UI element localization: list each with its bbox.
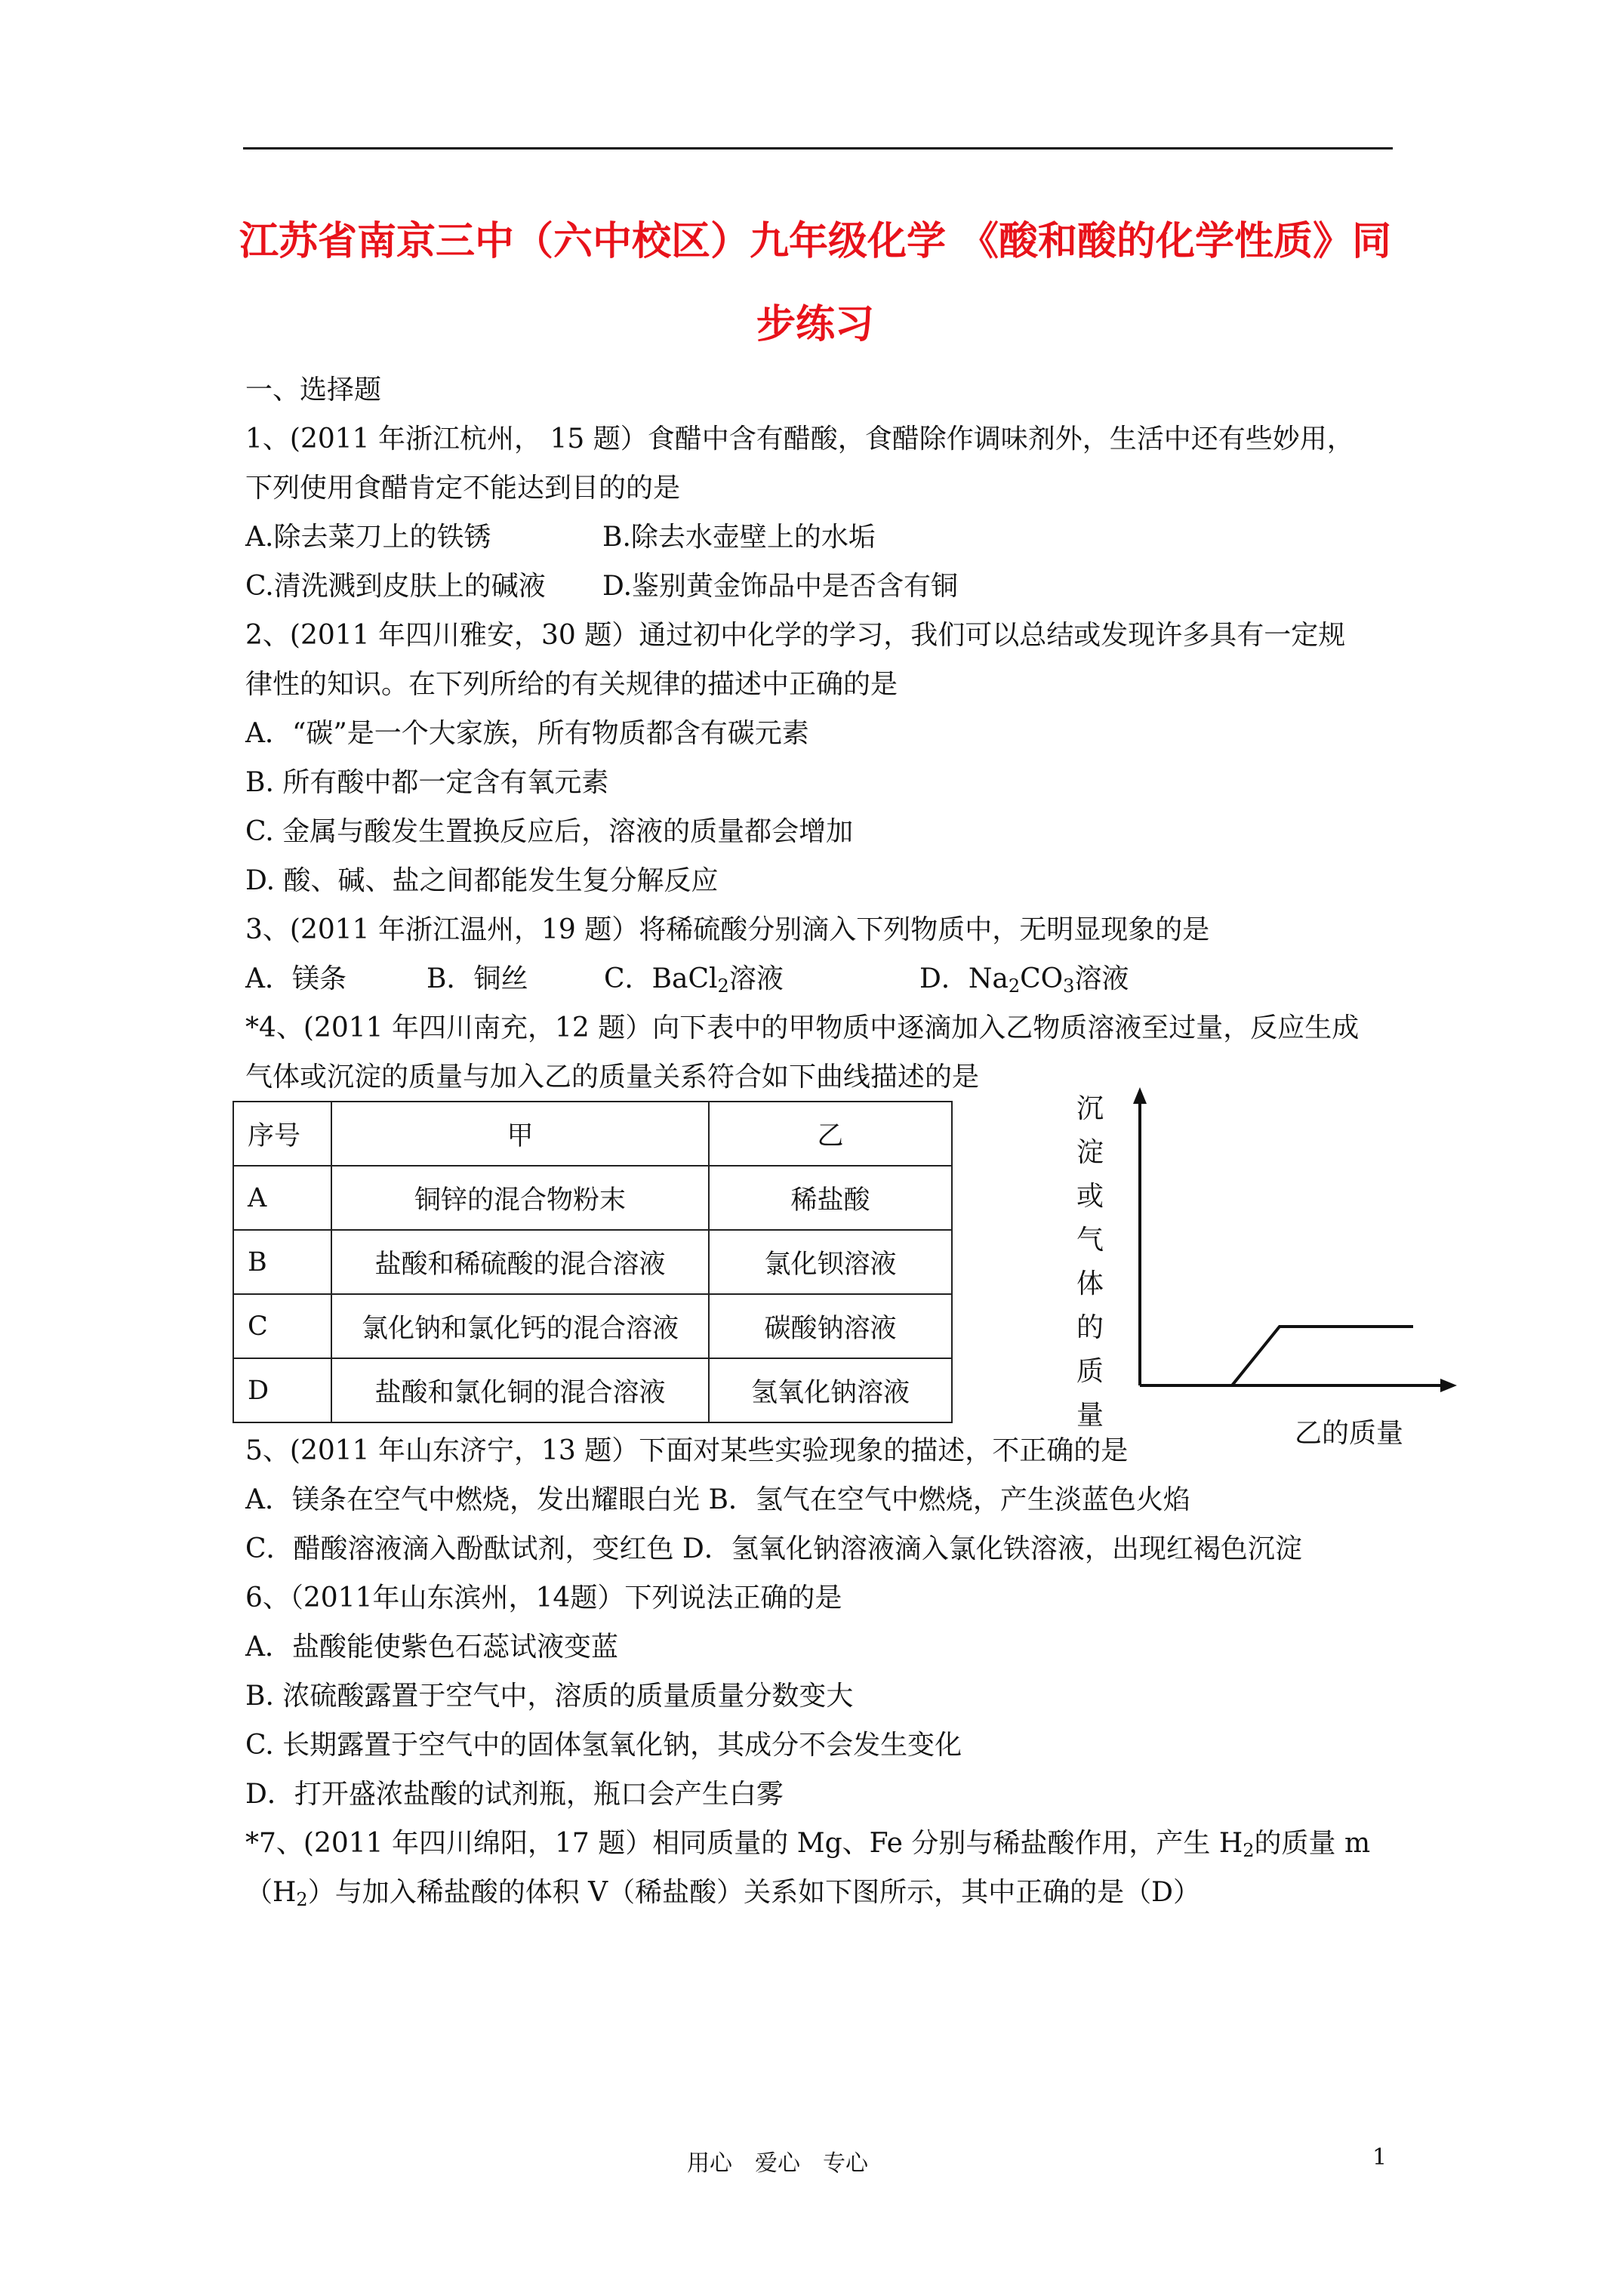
q4-graph <box>1057 1087 1480 1480</box>
table-cell: C <box>233 1294 331 1358</box>
table-cell: 氯化钡溶液 <box>709 1230 952 1294</box>
q1-stem-line2: 下列使用食醋肯定不能达到目的的是 <box>245 473 681 504</box>
q1-option-d: D.鉴别黄金饰品中是否含有铜 <box>602 571 959 602</box>
y-label-char: 的 <box>1076 1312 1104 1343</box>
q6-option-c: C. 长期露置于空气中的固体氢氧化钠，其成分不会发生变化 <box>245 1730 962 1761</box>
y-label-char: 体 <box>1076 1268 1104 1299</box>
q3-stem: 3、(2011 年浙江温州，19 题）将稀硫酸分别滴入下列物质中，无明显现象的是 <box>245 914 1210 945</box>
q3-option-c: C．BaCl$_2$溶液 <box>604 963 784 997</box>
y-label-char: 沉 <box>1076 1093 1104 1124</box>
table-cell: D <box>233 1358 331 1422</box>
table-header-cell: 乙 <box>709 1102 952 1166</box>
table-row <box>233 1294 952 1358</box>
y-label-char: 质 <box>1076 1356 1104 1387</box>
q6-option-b: B. 浓硫酸露置于空气中，溶质的质量质量分数变大 <box>245 1681 854 1712</box>
table-cell: 盐酸和稀硫酸的混合溶液 <box>331 1230 709 1294</box>
y-label-char: 气 <box>1076 1225 1104 1256</box>
q4-stem-line2: 气体或沉淀的质量与加入乙的质量关系符合如下曲线描述的是 <box>245 1062 980 1093</box>
y-label-char: 淀 <box>1076 1137 1104 1168</box>
graph-x-axis-label: 乙的质量 <box>1295 1418 1404 1449</box>
q2-stem-line2: 律性的知识。在下列所给的有关规律的描述中正确的是 <box>245 669 898 700</box>
table-cell: 铜锌的混合物粉末 <box>331 1166 709 1230</box>
q2-option-a: A．“碳”是一个大家族，所有物质都含有碳元素 <box>245 718 809 749</box>
q3-option-b: B．铜丝 <box>427 963 528 994</box>
q2-stem-line1: 2、(2011 年四川雅安，30 题）通过初中化学的学习，我们可以总结或发现许多具有一定规 <box>245 620 1346 651</box>
table-cell: B <box>233 1230 331 1294</box>
q2-option-d: D. 酸、碱、盐之间都能发生复分解反应 <box>245 865 719 896</box>
table-cell: 盐酸和氯化铜的混合溶液 <box>331 1358 709 1422</box>
q1-option-a: A.除去菜刀上的铁锈 <box>245 522 491 553</box>
q1-option-b: B.除去水壶壁上的水垢 <box>602 522 876 553</box>
q1-option-c: C.清洗溅到皮肤上的碱液 <box>245 571 546 602</box>
table-row <box>233 1358 952 1422</box>
q2-option-c: C. 金属与酸发生置换反应后，溶液的质量都会增加 <box>245 816 854 847</box>
q6-option-d: D．打开盛浓盐酸的试剂瓶，瓶口会产生白雾 <box>245 1779 784 1810</box>
table-cell: 碳酸钠溶液 <box>709 1294 952 1358</box>
table-row <box>233 1166 952 1230</box>
q7-stem-line2: $(H_2)$与加入稀盐酸的体积 V（稀盐酸）关系如下图所示，其中正确的是（D） <box>245 1877 1200 1910</box>
graph-curve <box>1232 1327 1413 1385</box>
table-cell: 氢氧化钠溶液 <box>709 1358 952 1422</box>
y-label-char: 或 <box>1076 1181 1104 1212</box>
y-label-char: 量 <box>1076 1400 1104 1431</box>
q5-options-ab: A．镁条在空气中燃烧，发出耀眼白光 B．氢气在空气中燃烧，产生淡蓝色火焰 <box>245 1484 1190 1515</box>
q6-stem: 6、（2011年山东滨州，14题）下列说法正确的是 <box>245 1583 842 1613</box>
table-header-row <box>233 1102 952 1166</box>
header-rule <box>243 147 1393 149</box>
q5-options-cd: C．醋酸溶液滴入酚酞试剂，变红色 D．氢氧化钠溶液滴入氯化铁溶液，出现红褐色沉淀 <box>245 1533 1302 1564</box>
doc-title-line2: 步练习 <box>756 302 874 347</box>
table-row <box>233 1230 952 1294</box>
table-header-cell: 序号 <box>233 1102 331 1166</box>
x-axis-arrow-icon <box>1440 1379 1457 1392</box>
table-cell: 氯化钠和氯化钙的混合溶液 <box>331 1294 709 1358</box>
table-cell: 稀盐酸 <box>709 1166 952 1230</box>
doc-title-line1: 江苏省南京三中（六中校区）九年级化学 《酸和酸的化学性质》同 <box>239 219 1392 264</box>
q3-option-d: D．$Na_2CO_3$溶液 <box>919 963 1129 997</box>
page-number: 1 <box>1372 2144 1387 2171</box>
q1-stem-line1: 1、(2011 年浙江杭州， 15 题）食醋中含有醋酸，食醋除作调味剂外，生活中还有些妙用， <box>245 424 1354 455</box>
q4-options-table <box>233 1101 953 1423</box>
table-header-cell: 甲 <box>331 1102 709 1166</box>
footer-motto: 用心 爱心 专心 <box>687 2150 868 2177</box>
table-cell: A <box>233 1166 331 1230</box>
q6-option-a: A．盐酸能使紫色石蕊试液变蓝 <box>245 1632 618 1663</box>
q3-option-a: A．镁条 <box>245 963 346 994</box>
q4-stem-line1: *4、(2011 年四川南充，12 题）向下表中的甲物质中逐滴加入乙物质溶液至过量，反应生成 <box>245 1012 1360 1043</box>
q2-option-b: B. 所有酸中都一定含有氧元素 <box>245 767 609 798</box>
q7-stem-line1: *7、(2011 年四川绵阳，17 题）相同质量的 Mg、Fe 分别与稀盐酸作用，产生 $H_2$的质量 m <box>245 1828 1371 1861</box>
section-heading: 一、选择题 <box>245 374 382 405</box>
q5-stem: 5、(2011 年山东济宁，13 题）下面对某些实验现象的描述，不正确的是 <box>245 1435 1129 1466</box>
y-axis-arrow-icon <box>1133 1087 1147 1104</box>
